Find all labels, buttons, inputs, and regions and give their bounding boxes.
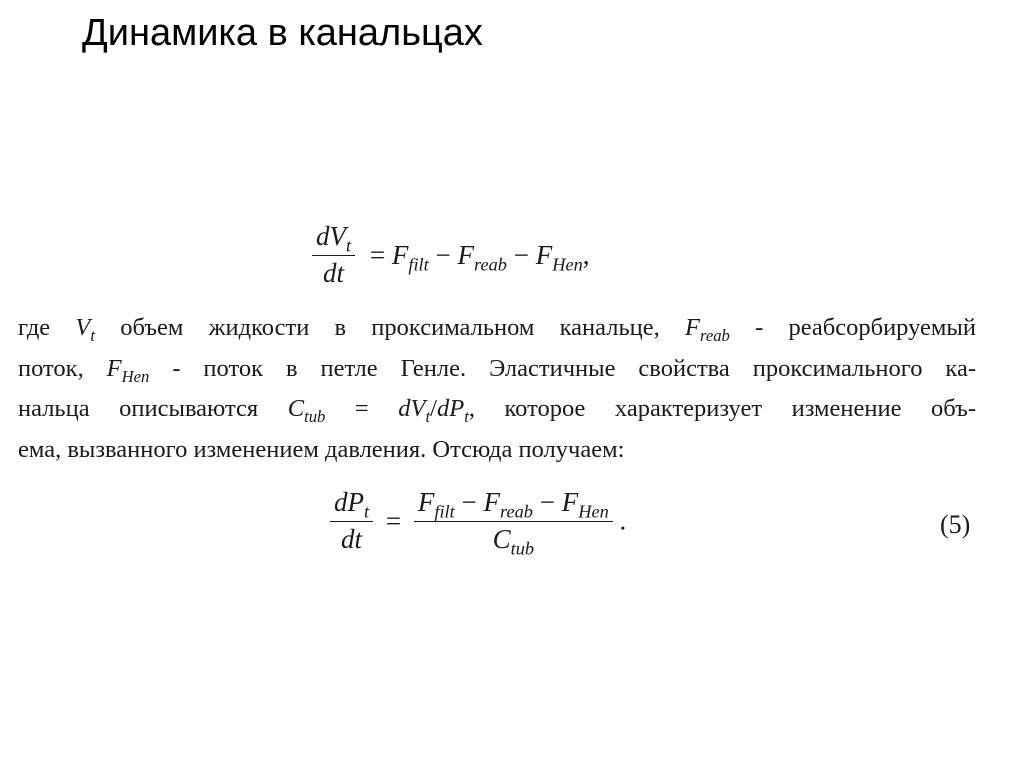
eq2-rhs-fraction bbox=[414, 487, 613, 559]
equation-number: (5) bbox=[940, 510, 971, 539]
body-paragraph bbox=[18, 308, 976, 470]
eq2-lhs-numerator: $dP_t$ bbox=[330, 488, 373, 522]
eq2-rhs-numerator: $F_{filt} - F_{reab} - F_{Hen}$ bbox=[414, 488, 613, 522]
eq2-period: . bbox=[619, 505, 627, 536]
paragraph-line-3: нальца описываются $C_{tub} = dV_t/dP_t$, которое характеризует изменение объ- bbox=[18, 395, 976, 426]
eq2-lhs-fraction bbox=[330, 488, 373, 554]
slide-title: Динамика в канальцах bbox=[82, 12, 483, 54]
equation-1 bbox=[312, 222, 590, 288]
eq1-numerator: $dV_t$ bbox=[312, 222, 355, 256]
eq1-lhs-fraction bbox=[312, 222, 355, 288]
eq2-rhs-denominator: $C_{tub}$ bbox=[492, 523, 535, 559]
paragraph-line-2: поток, $F_{Hen}$ - поток в петле Генле. Эластичные свойства проксимального ка- bbox=[18, 354, 977, 386]
eq2-equals: = bbox=[385, 505, 402, 536]
paragraph-line-4: ема, вызванного изменением давления. Отсюда получаем: bbox=[18, 435, 625, 463]
paragraph-line-1: где $V_t$ объем жидкости в проксимальном канальце, $F_{reab}$ - реабсорбируемый bbox=[18, 314, 976, 345]
eq2-lhs-denominator: dt bbox=[341, 523, 363, 554]
eq1-denominator: dt bbox=[323, 257, 345, 288]
equation-2 bbox=[330, 487, 627, 559]
eq1-rhs: = $F_{filt} - F_{reab} - F_{Hen}$, bbox=[369, 239, 590, 275]
